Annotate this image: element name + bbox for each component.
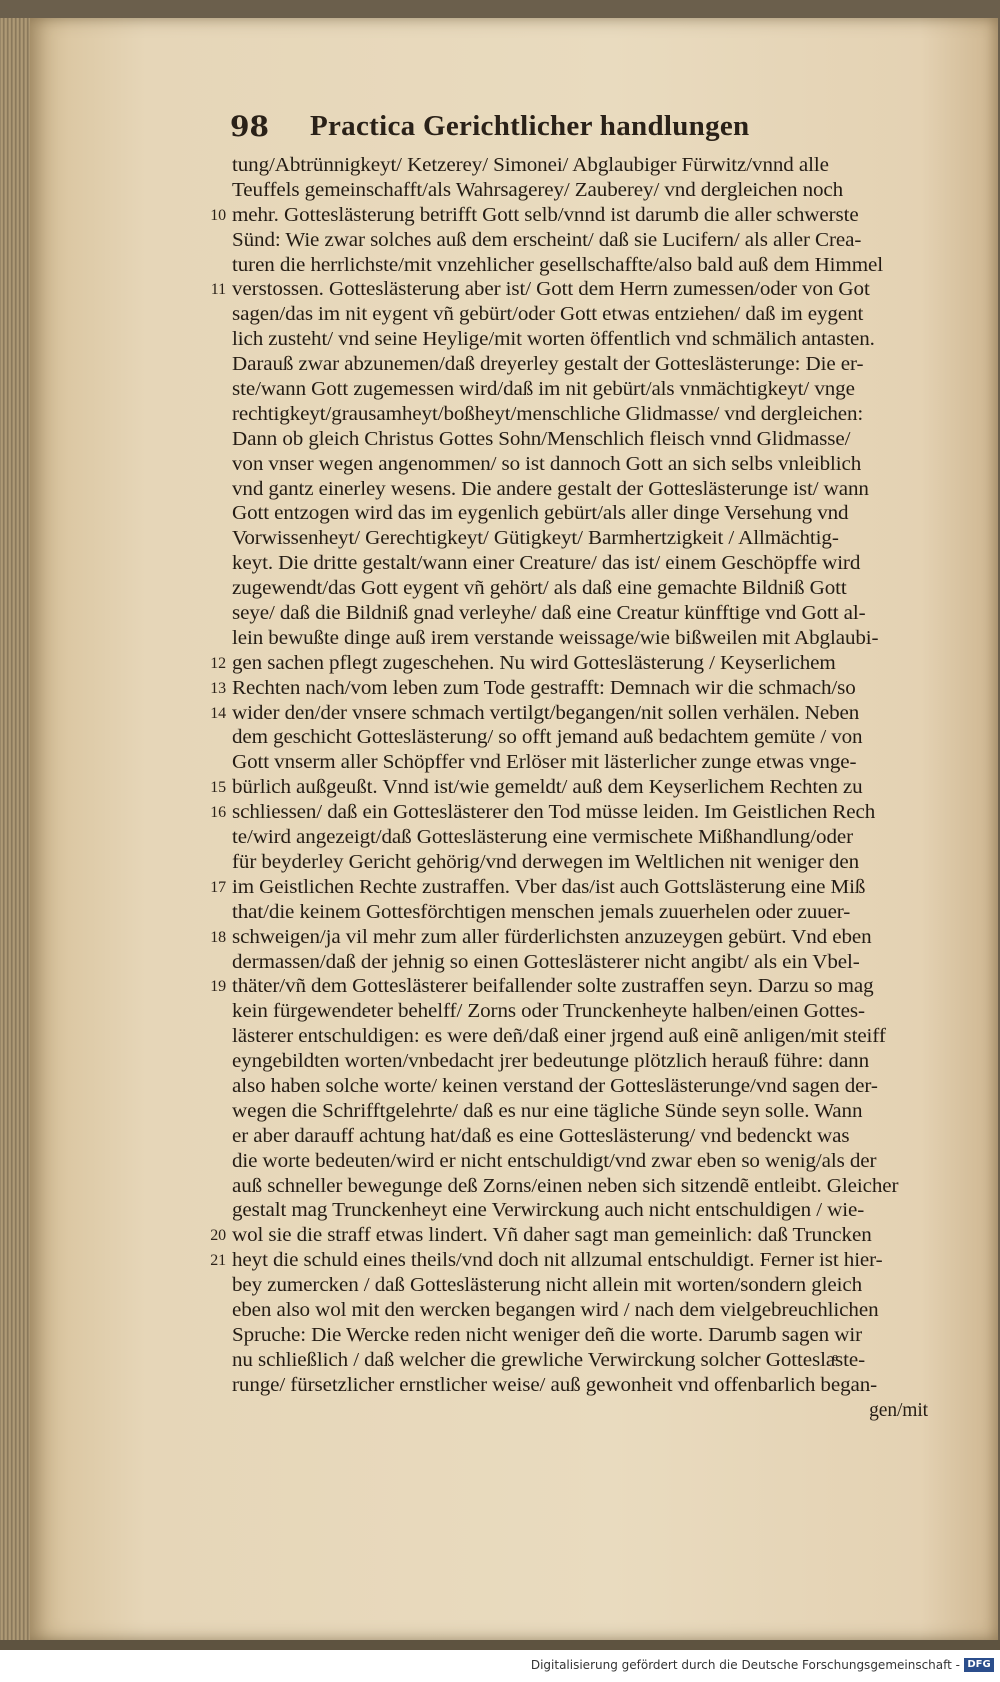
text-line	[210, 204, 962, 229]
book-edge	[0, 18, 30, 1640]
margin-note-number: 19	[210, 978, 226, 996]
line-text: Sünd: Wie zwar solches auß dem erscheint/ daß sie Lucifern/ als aller Crea-	[232, 229, 862, 251]
text-line	[210, 801, 962, 826]
scan-bottom-band	[0, 1640, 1000, 1650]
line-text: die worte bedeuten/wird er nicht entschuldigt/vnd zwar eben so wenig/als der	[232, 1150, 877, 1172]
text-line	[232, 353, 962, 378]
text-line	[232, 378, 962, 403]
line-text: verstossen. Gotteslästerung aber ist/ Gott dem Herrn zumessen/oder von Got	[232, 279, 870, 301]
text-line	[232, 303, 962, 328]
line-text: von vnser wegen angenommen/ so ist dannoch Gott an sich selbs vnleiblich	[232, 453, 862, 475]
text-line	[232, 552, 962, 577]
line-text: lästerer entschuldigen: es were deñ/daß einer jrgend auß einẽ anligen/mit steiff	[232, 1026, 886, 1048]
line-text: nu schließlich / daß welcher die grewliche Verwirckung solcher Gotteslaͤste-	[232, 1349, 866, 1371]
line-text: dermassen/daß der jehnig so einen Gotteslästerer nicht angibt/ als ein Vbel-	[232, 951, 860, 973]
line-text: keyt. Die dritte gestalt/wann einer Creature/ das ist/ einem Geschöpffe wird	[232, 553, 861, 575]
margin-note-number: 13	[210, 679, 226, 697]
text-line	[232, 1299, 962, 1324]
text-line	[232, 478, 962, 503]
text-line	[232, 502, 962, 527]
line-text: lein bewußte dinge auß irem verstande weissage/wie bißweilen mit Abglaubi-	[232, 627, 879, 649]
dfg-logo: DFG	[964, 1658, 994, 1672]
margin-note-number: 21	[210, 1252, 226, 1270]
text-line	[232, 1175, 962, 1200]
text-line	[232, 254, 962, 279]
line-text: lich zusteht/ vnd seine Heylige/mit worten öffentlich vnd schmälich antasten.	[232, 329, 875, 351]
text-line	[210, 1249, 962, 1274]
text-line	[232, 851, 962, 876]
line-text: bürlich außgeußt. Vnnd ist/wie gemeldt/ auß dem Keyserlichem Rechten zu	[232, 777, 863, 799]
text-line	[232, 1349, 962, 1374]
text-line	[210, 702, 962, 727]
text-line	[232, 826, 962, 851]
line-text: sagen/das im nit eygent vñ gebürt/oder Gott etwas entziehen/ daß im eygent	[232, 304, 864, 326]
digitization-credit: Digitalisierung gefördert durch die Deutsche Forschungsgemeinschaft -	[530, 1658, 960, 1672]
text-line	[232, 1374, 962, 1399]
line-text: für beyderley Gericht gehörig/vnd derwegen im Weltlichen nit weniger den	[232, 851, 859, 873]
page-number: 98	[230, 110, 269, 143]
text-line	[232, 951, 962, 976]
text-line	[232, 1150, 962, 1175]
margin-note-number: 11	[210, 281, 226, 299]
line-text: bey zumercken / daß Gotteslästerung nicht allein mit worten/sondern gleich	[232, 1275, 863, 1297]
running-title: Practica Gerichtlicher handlungen	[310, 110, 750, 142]
text-line	[232, 726, 962, 751]
line-text: that/die keinem Gottesförchtigen menschen jemals zuuerhelen oder zuuer-	[232, 901, 851, 923]
text-line	[232, 229, 962, 254]
margin-note-number: 12	[210, 654, 226, 672]
line-text: gen sachen pflegt zugeschehen. Nu wird Gotteslästerung / Keyserlichem	[232, 652, 836, 674]
margin-note-number: 14	[210, 704, 226, 722]
line-text: vnd gantz einerley wesens. Die andere gestalt der Gotteslästerunge ist/ wann	[232, 478, 869, 500]
line-text: te/wird angezeigt/daß Gotteslästerung eine vermischete Mißhandlung/oder	[232, 827, 854, 849]
text-line	[232, 154, 962, 179]
line-text: schweigen/ja vil mehr zum aller fürderlichsten anzuzeygen gebürt. Vnd eben	[232, 926, 872, 948]
line-text: eben also wol mit den wercken begangen wird / nach dem vielgebreuchlichen	[232, 1299, 879, 1321]
text-line	[232, 328, 962, 353]
line-text: wegen die Schrifftgelehrte/ daß es nur eine tägliche Sünde seyn solle. Wann	[232, 1100, 863, 1122]
text-line	[210, 278, 962, 303]
line-text: Spruche: Die Wercke reden nicht weniger deñ die worte. Darumb sagen wir	[232, 1324, 863, 1346]
text-line	[232, 577, 962, 602]
text-line	[232, 901, 962, 926]
text-line	[210, 926, 962, 951]
line-text: tung/Abtrünnigkeyt/ Ketzerey/ Simonei/ Abglaubiger Fürwitz/vnnd alle	[232, 155, 829, 176]
line-text: thäter/vñ dem Gotteslästerer beifallender solte zustraffen seyn. Darzu so mag	[232, 976, 874, 998]
line-text: Rechten nach/vom leben zum Tode gestrafft: Demnach wir die schmach/so	[232, 677, 856, 699]
line-text: im Geistlichen Rechte zustraffen. Vber das/ist auch Gottslästerung eine Miß	[232, 876, 866, 898]
margin-note-number: 16	[210, 804, 226, 822]
text-line	[210, 677, 962, 702]
text-line	[210, 776, 962, 801]
footer	[0, 1650, 1000, 1682]
line-text: auß schneller bewegunge deß Zorns/einen neben sich sitzendẽ entleibt. Gleicher	[232, 1175, 899, 1197]
line-text: heyt die schuld eines theils/vnd doch nit allzumal entschuldigt. Ferner ist hier-	[232, 1250, 883, 1272]
line-text: Dann ob gleich Christus Gottes Sohn/Menschlich fleisch vnnd Glidmasse/	[232, 428, 851, 450]
margin-note-number: 20	[210, 1227, 226, 1245]
line-text: er aber darauff achtung hat/daß es eine Gotteslästerung/ vnd bedenckt was	[232, 1125, 850, 1147]
text-line	[232, 428, 962, 453]
line-text: zugewendt/das Gott eygent vñ gehört/ als daß eine gemachte Bildniß Gott	[232, 578, 847, 600]
text-line	[232, 1000, 962, 1025]
margin-note-number: 17	[210, 878, 226, 896]
line-text: runge/ fürsetzlicher ernstlicher weise/ auß gewonheit vnd offenbarlich began-	[232, 1374, 878, 1396]
text-line	[232, 1050, 962, 1075]
line-text: also haben solche worte/ keinen verstand der Gotteslästerunge/vnd sagen der-	[232, 1075, 878, 1097]
text-line	[232, 179, 962, 204]
line-text: Vorwissenheyt/ Gerechtigkeyt/ Gütigkeyt/ Barmhertzigkeit / Allmächtig-	[232, 528, 839, 550]
line-text: gestalt mag Trunckenheyt eine Verwirckung auch nicht entschuldigen / wie-	[232, 1200, 865, 1222]
text-block	[210, 154, 962, 1423]
line-text: Gott vnserm aller Schöpffer vnd Erlöser mit lästerlicher zunge etwas vnge-	[232, 752, 857, 774]
text-line	[232, 1274, 962, 1299]
text-line	[232, 1100, 962, 1125]
line-text: seye/ daß die Bildniß gnad verleyhe/ daß eine Creatur künfftige vnd Gott al-	[232, 603, 866, 625]
text-line	[232, 527, 962, 552]
margin-note-number: 10	[210, 206, 226, 224]
margin-note-number: 18	[210, 928, 226, 946]
text-line	[232, 751, 962, 776]
margin-note-number: 15	[210, 779, 226, 797]
text-line	[210, 1224, 962, 1249]
text-line	[232, 1324, 962, 1349]
line-text: turen die herrlichste/mit vnzehlicher gesellschaffte/also bald auß dem Himmel	[232, 254, 883, 276]
line-text: Darauß zwar abzunemen/daß dreyerley gestalt der Gotteslästerunge: Die er-	[232, 354, 864, 376]
line-text: wol sie die straff etwas lindert. Vñ daher sagt man gemeinlich: daß Truncken	[232, 1225, 872, 1247]
text-line	[232, 602, 962, 627]
text-line	[232, 1199, 962, 1224]
line-text: kein fürgewendeter behelff/ Zorns oder Trunckenheyte halben/einen Gottes-	[232, 1001, 865, 1023]
line-text: Teuffels gemeinschafft/als Wahrsagerey/ Zauberey/ vnd dergleichen noch	[232, 179, 844, 201]
line-text: dem geschicht Gotteslästerung/ so offt jemand auß bedachtem gemüte / von	[232, 727, 863, 749]
text-line	[232, 1075, 962, 1100]
text-line	[232, 1125, 962, 1150]
line-text: wider den/der vnsere schmach vertilgt/begangen/nit sollen verhälen. Neben	[232, 702, 860, 724]
text-line	[232, 627, 962, 652]
text-line	[210, 876, 962, 901]
text-line	[210, 652, 962, 677]
text-line	[232, 453, 962, 478]
line-text: mehr. Gotteslästerung betrifft Gott selb/vnnd ist darumb die aller schwerste	[232, 204, 859, 226]
text-line	[232, 403, 962, 428]
line-text: rechtigkeyt/grausamheyt/boßheyt/menschliche Glidmasse/ vnd dergleichen:	[232, 403, 864, 425]
line-text: Gott entzogen wird das im eygenlich gebürt/als aller dinge Versehung vnd	[232, 503, 849, 525]
line-text: eyngebildten worten/vnbedacht jrer bedeutunge plötzlich herauß führe: dann	[232, 1051, 870, 1073]
line-text: ste/wann Gott zugemessen wird/daß im nit gebürt/als vnmächtigkeyt/ vnge	[232, 379, 855, 401]
line-text: schliessen/ daß ein Gotteslästerer den Tod müsse leiden. Im Geistlichen Rech	[232, 802, 876, 824]
text-line	[210, 975, 962, 1000]
running-head	[230, 110, 950, 154]
text-line	[232, 1025, 962, 1050]
catchword: gen/mit	[869, 1399, 928, 1421]
